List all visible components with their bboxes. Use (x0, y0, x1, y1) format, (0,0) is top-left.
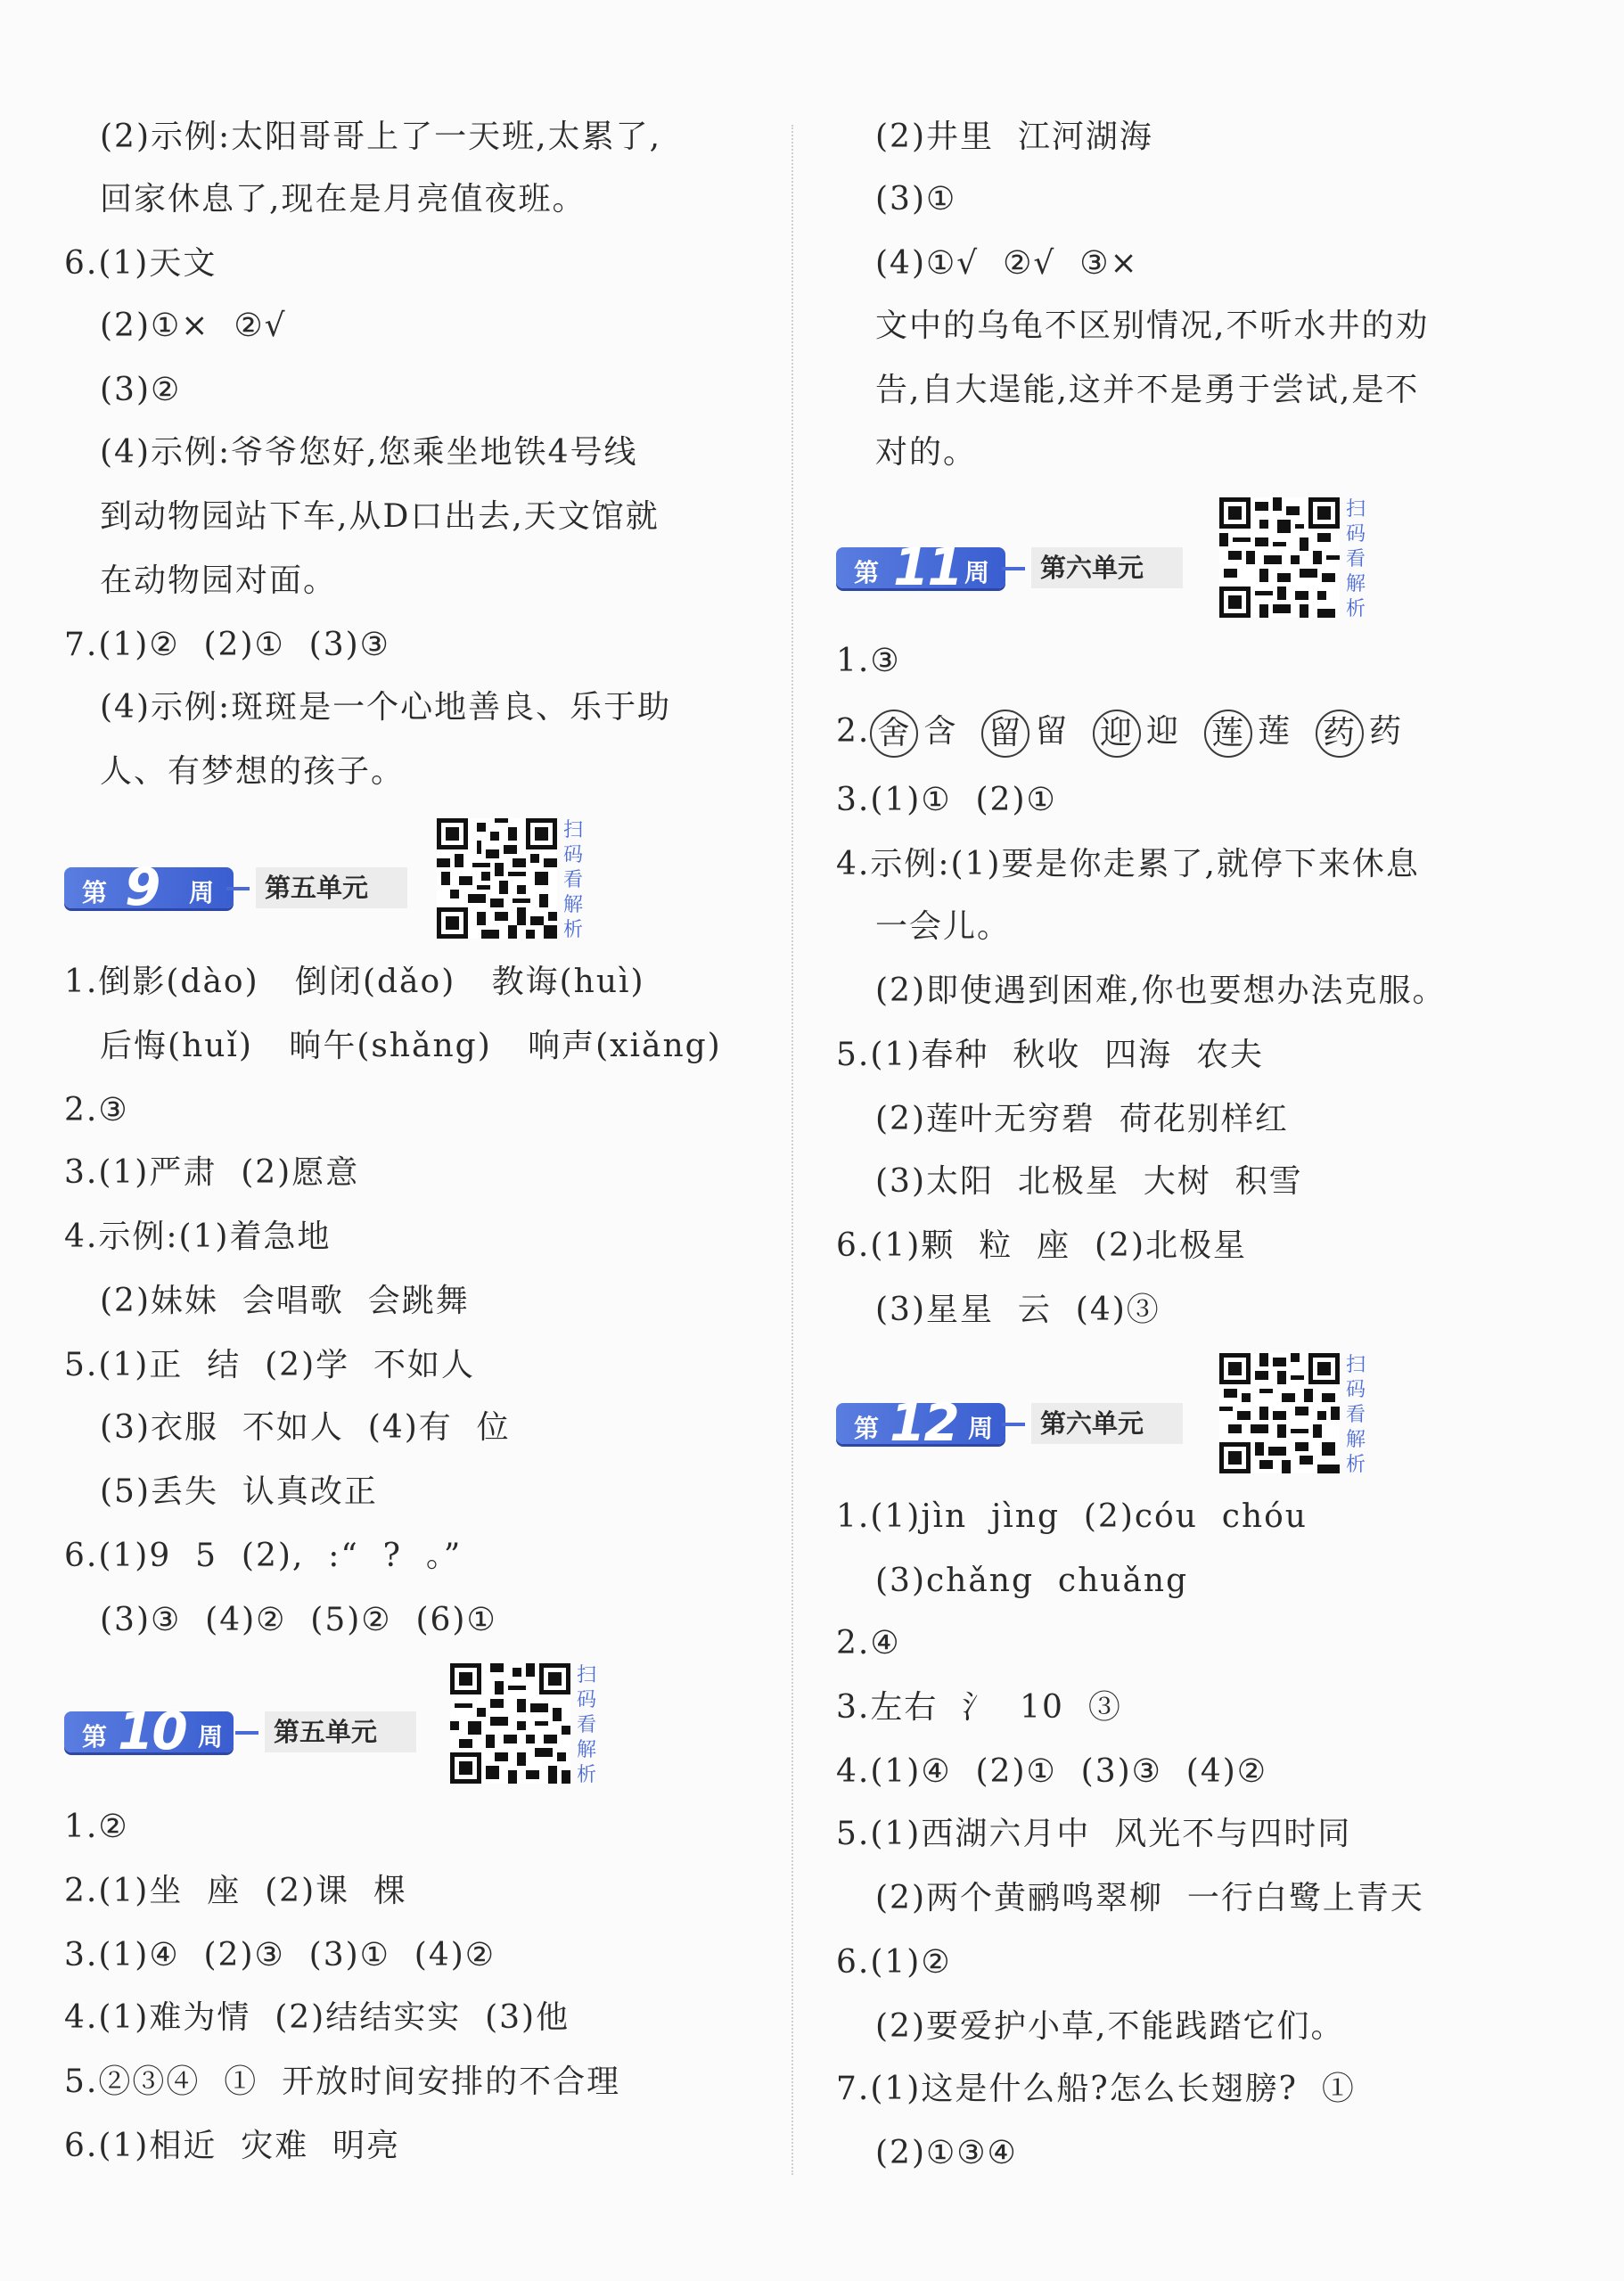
answer-line: (5)丢失 认真改正 (100, 1473, 378, 1510)
week-prefix: 第 (82, 878, 108, 907)
unit-label: 第六单元 (1031, 547, 1183, 588)
answer-line: 3.左右 氵 10 ③ (836, 1689, 1122, 1726)
answer-line: 5.(1)正 结 (2)学 不如人 (64, 1347, 475, 1383)
unit-label: 第五单元 (265, 1711, 416, 1752)
answer-line: 回家休息了,现在是月亮值夜班。 (100, 181, 586, 217)
circled-char: 迎 (1093, 710, 1141, 758)
unit-label: 第五单元 (256, 867, 407, 908)
answer-line: (2)两个黄鹂鸣翠柳 一行白鹭上青天 (875, 1880, 1424, 1916)
answer-line: (4)示例:斑斑是一个心地善良、乐于助 (100, 689, 672, 726)
answer-line: (2)井里 江河湖海 (875, 119, 1153, 155)
qr-caption: 扫 码 看 解 析 (577, 1664, 597, 1786)
week-suffix: 周 (189, 878, 215, 907)
answer-line: (2)①③④ (875, 2135, 1018, 2171)
qr-caption: 扫 码 看 解 析 (563, 819, 584, 941)
week-prefix: 第 (82, 1722, 108, 1752)
answer-line: (2)妹妹 会唱歌 会跳舞 (100, 1283, 470, 1319)
answer-line: 1.(1)jìn jìng (2)cóu chóu (836, 1498, 1308, 1535)
answer-line: 2.(1)坐 座 (2)课 棵 (64, 1873, 407, 1909)
answer-line: (3)③ (4)② (5)② (6)① (100, 1602, 497, 1638)
answer-line: 人、有梦想的孩子。 (100, 753, 406, 790)
answer-line: 6.(1)② (836, 1944, 952, 1981)
answer-line: 5.(1)春种 秋收 四海 农夫 (836, 1037, 1265, 1073)
answer-line: 2.④ (836, 1625, 901, 1662)
answer-line-circled: 2. 舍 含 留 留 迎 迎 莲 莲 药 药 (836, 710, 1403, 758)
answer-line: 4.示例:(1)要是你走累了,就停下来休息 (836, 846, 1420, 882)
week-suffix: 周 (968, 1414, 994, 1443)
answer-line: (2)即使遇到困难,你也要想办法克服。 (875, 972, 1447, 1009)
answer-line: 4.(1)难为情 (2)结结实实 (3)他 (64, 1999, 570, 2036)
qr-code-icon[interactable] (1219, 497, 1340, 618)
week-number: 11 (893, 537, 962, 597)
answer-line: 3.(1)④ (2)③ (3)① (4)② (64, 1937, 496, 1973)
answer-line: 6.(1)颗 粒 座 (2)北极星 (836, 1227, 1247, 1264)
answer-line: 在动物园对面。 (100, 562, 338, 599)
answer-line: (3)chǎng chuǎng (875, 1563, 1189, 1599)
answer-line: 文中的乌龟不区别情况,不听水井的劝 (875, 308, 1430, 344)
answer-line: 1.② (64, 1809, 129, 1845)
answer-line: 3.(1)严肃 (2)愿意 (64, 1154, 360, 1191)
answer-line: (3)太阳 北极星 大树 积雪 (875, 1163, 1303, 1200)
answer-line: (3)② (100, 372, 182, 408)
circled-char: 药 (1316, 710, 1364, 758)
answer-line: 3.(1)① (2)① (836, 782, 1057, 818)
answer-line: 告,自大逞能,这并不是勇于尝试,是不 (875, 372, 1420, 408)
answer-line: 6.(1)相近 灾难 明亮 (64, 2128, 401, 2164)
answer-line: 5.②③④ ① 开放时间安排的不合理 (64, 2064, 621, 2100)
unit-label: 第六单元 (1031, 1403, 1183, 1444)
answer-line: 后悔(huǐ) 晌午(shǎng) 响声(xiǎng) (100, 1028, 722, 1064)
answer-line: (2)示例:太阳哥哥上了一天班,太累了, (100, 119, 662, 155)
week-number: 10 (118, 1701, 186, 1761)
week-prefix: 第 (854, 1414, 880, 1443)
answer-line: (4)示例:爷爷您好,您乘坐地铁4号线 (100, 434, 638, 471)
answer-line: 5.(1)西湖六月中 风光不与四时同 (836, 1816, 1352, 1852)
answer-line: 对的。 (875, 434, 978, 471)
answer-line: (3)星星 云 (4)③ (875, 1292, 1161, 1328)
answer-line: 1.倒影(dào) 倒闭(dǎo) 教诲(huì) (64, 964, 645, 1000)
answer-line: (2)莲叶无穷碧 荷花别样红 (875, 1101, 1289, 1137)
answer-line: 7.(1)② (2)① (3)③ (64, 627, 390, 663)
week-number: 12 (890, 1392, 958, 1453)
answer-line: 2.③ (64, 1092, 129, 1128)
circled-char: 舍 (870, 710, 918, 758)
answer-line: 7.(1)这是什么船?怎么长翅膀? ① (836, 2071, 1356, 2107)
answer-line: (2)要爱护小草,不能践踏它们。 (875, 2008, 1345, 2045)
answer-line: 到动物园站下车,从D口出去,天文馆就 (100, 498, 660, 535)
column-divider (791, 125, 793, 2175)
answer-line: 1.③ (836, 643, 901, 679)
answer-line: 4.(1)④ (2)① (3)③ (4)② (836, 1753, 1268, 1790)
qr-caption: 扫 码 看 解 析 (1346, 1354, 1366, 1476)
qr-code-icon[interactable] (437, 818, 557, 939)
week-prefix: 第 (854, 558, 880, 587)
answer-line: 6.(1)9 5 (2), :“ ? 。” (64, 1538, 463, 1574)
answer-line: (4)①√ ②√ ③× (875, 245, 1139, 282)
answer-line: (2)①× ②√ (100, 308, 287, 344)
circled-char: 留 (981, 710, 1029, 758)
answer-line: 6.(1)天文 (64, 245, 217, 282)
week-suffix: 周 (198, 1722, 224, 1752)
week-number: 9 (125, 857, 160, 917)
week-suffix: 周 (964, 558, 990, 587)
answer-line: (3)① (875, 181, 957, 217)
qr-caption: 扫 码 看 解 析 (1346, 498, 1366, 620)
answer-line: (3)衣服 不如人 (4)有 位 (100, 1409, 511, 1446)
answer-line: 4.示例:(1)着急地 (64, 1218, 332, 1255)
answer-line: 一会儿。 (875, 908, 1012, 945)
circled-char: 莲 (1204, 710, 1252, 758)
qr-code-icon[interactable] (1219, 1353, 1340, 1473)
qr-code-icon[interactable] (450, 1663, 570, 1784)
